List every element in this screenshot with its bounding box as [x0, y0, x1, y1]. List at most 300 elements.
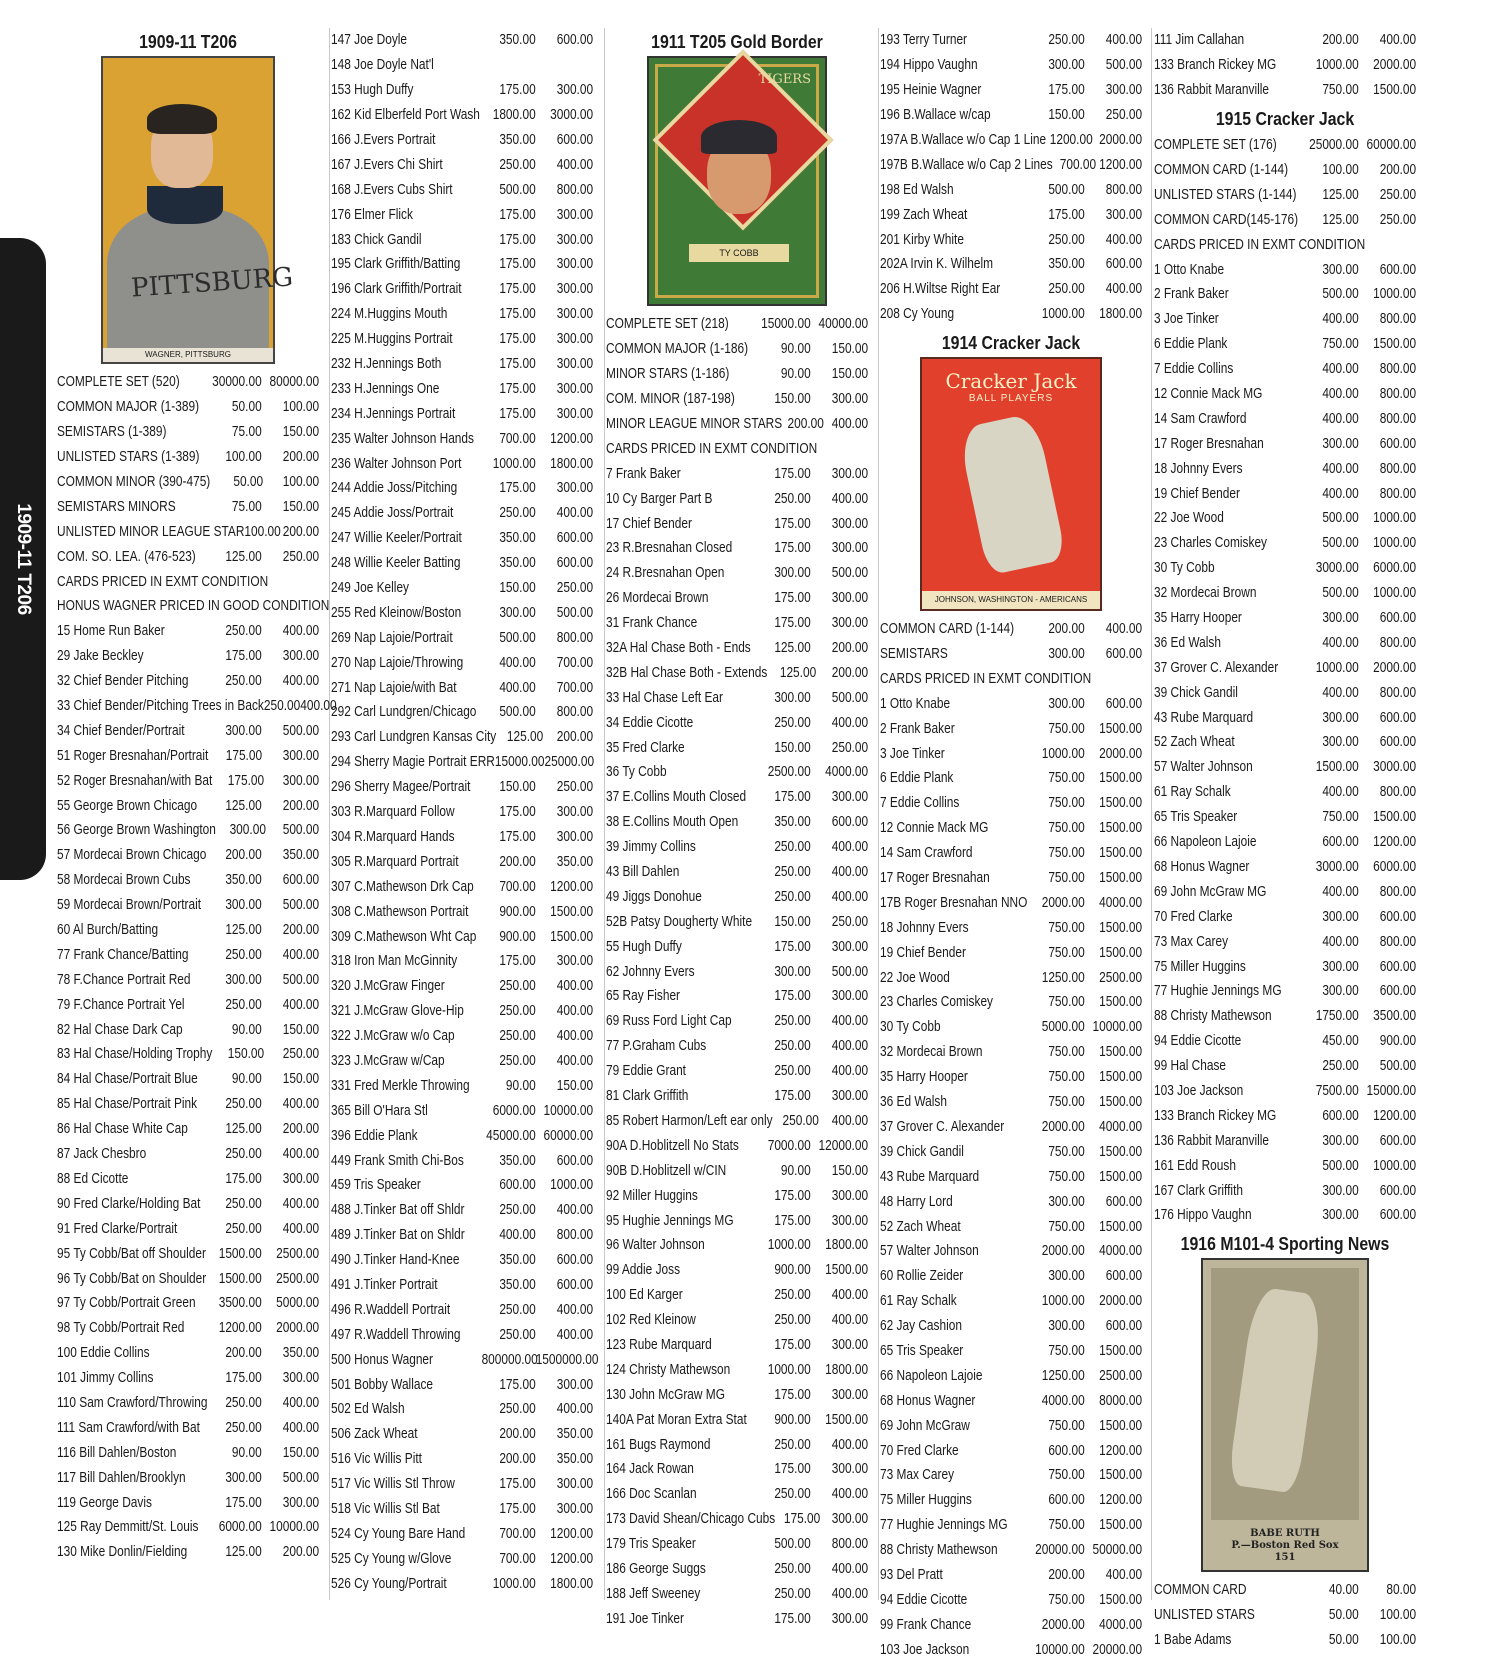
price-row — [1154, 1203, 1416, 1228]
price-high: 600.00 — [556, 530, 594, 547]
price-low: 250.00 — [499, 156, 536, 173]
price-low: 6000.00 — [218, 1519, 262, 1536]
section-title: 1911 T205 Gold Border — [651, 32, 823, 52]
price-row — [606, 362, 868, 387]
price-high: 800.00 — [831, 1536, 869, 1553]
card-name: UNLISTED MINOR LEAGUE STAR — [57, 523, 245, 540]
price-row — [1154, 1004, 1416, 1029]
price-low: 300.00 — [1322, 261, 1359, 278]
card-name: 188 Jeff Sweeney — [606, 1585, 701, 1602]
price-row — [331, 1297, 593, 1322]
price-row — [606, 1009, 868, 1034]
card-name: 136 Rabbit Maranville — [1154, 1132, 1270, 1149]
price-high: 2000.00 — [1373, 57, 1417, 74]
price-row — [606, 1333, 868, 1358]
price-low: 250.00 — [774, 490, 811, 507]
price-row — [880, 890, 1142, 915]
price-low: 175.00 — [774, 1187, 811, 1204]
price-row — [1154, 730, 1416, 755]
card-name: 103 Joe Jackson — [1154, 1082, 1244, 1099]
price-low: 50.00 — [1328, 1632, 1359, 1649]
card-name: 61 Ray Schalk — [1154, 784, 1231, 801]
price-row — [331, 1098, 593, 1123]
price-row — [880, 766, 1142, 791]
price-high: 800.00 — [556, 704, 594, 721]
price-high: 300.00 — [831, 540, 869, 557]
price-low: 400.00 — [1322, 361, 1359, 378]
card-name: 68 Honus Wagner — [1154, 858, 1250, 875]
price-low: 600.00 — [1048, 1492, 1085, 1509]
price-row — [331, 401, 593, 426]
price-low: 350.00 — [499, 530, 536, 547]
price-high: 600.00 — [1105, 1193, 1143, 1210]
card-name: 12 Connie Mack MG — [880, 820, 989, 837]
price-high: 800.00 — [1379, 784, 1417, 801]
card-name: 30 Ty Cobb — [1154, 560, 1215, 577]
card-name: MINOR STARS (1-186) — [606, 366, 730, 383]
price-high: 300.00 — [831, 1461, 869, 1478]
price-high: 300.00 — [831, 1187, 869, 1204]
card-name: 249 Joe Kelley — [331, 580, 410, 597]
price-low: 150.00 — [774, 391, 811, 408]
price-high: 300.00 — [282, 772, 320, 789]
price-high: 40000.00 — [818, 316, 869, 333]
price-row — [1154, 581, 1416, 606]
price-low: 400.00 — [1322, 883, 1359, 900]
price-row — [57, 893, 319, 918]
card-name: 524 Cy Young Bare Hand — [331, 1525, 466, 1542]
price-row — [606, 436, 868, 461]
price-row — [331, 800, 593, 825]
price-row — [57, 1490, 319, 1515]
price-low: 250.00 — [774, 839, 811, 856]
price-low: 150.00 — [774, 913, 811, 930]
card-name: 323 J.McGraw w/Cap — [331, 1052, 445, 1069]
price-high: 250.00 — [282, 548, 320, 565]
price-row — [331, 1521, 593, 1546]
price-high: 300.00 — [556, 356, 594, 373]
price-row — [331, 1273, 593, 1298]
price-row — [331, 1472, 593, 1497]
card-name: 501 Bobby Wallace — [331, 1376, 434, 1393]
price-high: 300.00 — [831, 1088, 869, 1105]
card-name: UNLISTED STARS — [1154, 1607, 1255, 1624]
card-name: COMPLETE SET (218) — [606, 316, 729, 333]
card-name: 320 J.McGraw Finger — [331, 978, 445, 995]
card-name: 194 Hippo Vaughn — [880, 57, 978, 74]
price-row — [57, 1341, 319, 1366]
price-row — [331, 78, 593, 103]
price-row — [57, 1067, 319, 1092]
card-name: 60 Al Burch/Batting — [57, 922, 159, 939]
card-name: 55 Hugh Duffy — [606, 938, 682, 955]
card-name: 91 Fred Clarke/Portrait — [57, 1220, 178, 1237]
price-high: 800.00 — [1379, 361, 1417, 378]
price-row — [57, 793, 319, 818]
card-name: 87 Jack Chesbro — [57, 1146, 147, 1163]
card-name: 305 R.Marquard Portrait — [331, 853, 459, 870]
price-row — [1154, 257, 1416, 282]
card-name: 193 Terry Turner — [880, 32, 968, 49]
johnson-card-image — [920, 357, 1102, 611]
price-row — [1154, 28, 1416, 53]
price-low: 175.00 — [499, 306, 536, 323]
price-row — [606, 660, 868, 685]
price-high: 1500.00 — [1099, 1218, 1143, 1235]
price-high: 400.00 — [282, 1146, 320, 1163]
card-name: 57 Mordecai Brown Chicago — [57, 847, 207, 864]
price-high: 800.00 — [1379, 311, 1417, 328]
card-name: 7 Eddie Collins — [880, 795, 960, 812]
price-row — [880, 53, 1142, 78]
card-name: 168 J.Evers Cubs Shirt — [331, 181, 453, 198]
price-low: 750.00 — [1048, 720, 1085, 737]
card-name: 15 Home Run Baker — [57, 623, 165, 640]
card-name: 37 E.Collins Mouth Closed — [606, 789, 747, 806]
card-name: 35 Harry Hooper — [1154, 610, 1242, 627]
price-high: 400.00 — [831, 1287, 869, 1304]
card-name: 58 Mordecai Brown Cubs — [57, 872, 191, 889]
price-high: 300.00 — [556, 1376, 594, 1393]
price-row — [880, 1538, 1142, 1563]
price-high: 1500.00 — [1373, 336, 1417, 353]
price-low: 175.00 — [499, 953, 536, 970]
card-name: 61 Ray Schalk — [880, 1293, 957, 1310]
price-high: 1200.00 — [550, 878, 594, 895]
price-row — [57, 644, 319, 669]
card-name: 26 Mordecai Brown — [606, 590, 709, 607]
price-high: 1500.00 — [825, 1411, 869, 1428]
price-low: 125.00 — [225, 548, 262, 565]
price-low: 175.00 — [499, 331, 536, 348]
price-low: 700.00 — [499, 878, 536, 895]
price-row — [880, 841, 1142, 866]
price-row — [1154, 1128, 1416, 1153]
card-name: 94 Eddie Cicotte — [880, 1591, 968, 1608]
price-row — [57, 1415, 319, 1440]
card-name: 52B Patsy Dougherty White — [606, 913, 753, 930]
price-high: 6000.00 — [1373, 560, 1417, 577]
price-row — [606, 760, 868, 785]
card-name: 37 Grover C. Alexander — [1154, 659, 1279, 676]
price-low: 750.00 — [1048, 1342, 1085, 1359]
price-row — [606, 337, 868, 362]
price-low: 750.00 — [1048, 919, 1085, 936]
card-name: 19 Chief Bender — [880, 944, 966, 961]
price-row — [606, 1258, 868, 1283]
price-high: 300.00 — [556, 82, 594, 99]
price-row — [880, 1438, 1142, 1463]
card-name: 52 Zach Wheat — [1154, 734, 1235, 751]
price-high: 400.00 — [831, 1436, 869, 1453]
price-high: 1500.00 — [1099, 944, 1143, 961]
price-low: 350.00 — [499, 1276, 536, 1293]
card-name: 82 Hal Chase Dark Cap — [57, 1021, 183, 1038]
price-high: 500.00 — [282, 822, 320, 839]
price-row — [880, 1463, 1142, 1488]
card-name: 148 Joe Doyle Nat'l — [331, 57, 434, 74]
price-row — [1154, 630, 1416, 655]
price-high: 300.00 — [556, 480, 594, 497]
price-row — [331, 227, 593, 252]
price-row — [880, 617, 1142, 642]
price-low: 250.00 — [774, 1436, 811, 1453]
price-low: 90.00 — [231, 1071, 262, 1088]
price-high: 1000.00 — [1373, 510, 1417, 527]
card-name: 173 David Shean/Chicago Cubs — [606, 1511, 776, 1528]
price-low: 750.00 — [1322, 82, 1359, 99]
card-name: 94 Eddie Cicotte — [1154, 1033, 1242, 1050]
card-name: 48 Harry Lord — [880, 1193, 953, 1210]
price-high: 1500.00 — [1099, 870, 1143, 887]
price-low: 2500.00 — [767, 764, 811, 781]
price-row — [1154, 282, 1416, 307]
price-low: 1500.00 — [218, 1245, 262, 1262]
price-high: 1800.00 — [825, 1361, 869, 1378]
card-name: 269 Nap Lajoie/Portrait — [331, 629, 453, 646]
price-row — [57, 843, 319, 868]
price-low: 250.00 — [774, 1560, 811, 1577]
price-high: 600.00 — [1379, 958, 1417, 975]
price-high: 200.00 — [1379, 162, 1417, 178]
price-high: 1800.00 — [550, 1575, 594, 1592]
price-row — [1154, 456, 1416, 481]
card-name: 123 Rube Marquard — [606, 1336, 712, 1353]
price-high: 250.00 — [556, 580, 594, 597]
price-high: 300.00 — [1105, 206, 1143, 223]
price-high: 150.00 — [831, 341, 869, 358]
price-high: 1500.00 — [550, 903, 594, 920]
card-name: 17 Roger Bresnahan — [1154, 435, 1264, 452]
price-high: 500.00 — [282, 1469, 320, 1486]
price-high: 10000.00 — [269, 1519, 320, 1536]
price-row — [1154, 954, 1416, 979]
price-high: 350.00 — [282, 1345, 320, 1362]
price-list — [1154, 1578, 1416, 1653]
card-name: 85 Robert Harmon/Left ear only — [606, 1112, 773, 1129]
column-1914-cracker-jack — [880, 28, 1142, 1662]
price-low: 200.00 — [1322, 32, 1359, 49]
card-name: 31 Frank Chance — [606, 615, 698, 632]
price-low: 400.00 — [1322, 634, 1359, 651]
price-high: 400.00 — [556, 1326, 594, 1343]
price-low: 350.00 — [225, 872, 262, 889]
price-low: 350.00 — [774, 814, 811, 831]
price-row — [1154, 1054, 1416, 1079]
price-low: 300.00 — [1322, 709, 1359, 726]
price-row — [880, 816, 1142, 841]
price-row — [606, 511, 868, 536]
price-high: 400.00 — [1105, 281, 1143, 298]
price-low: 250.00 — [774, 864, 811, 881]
price-low: 1250.00 — [1041, 969, 1085, 986]
card-name: 70 Fred Clarke — [880, 1442, 959, 1459]
price-low: 750.00 — [1048, 795, 1085, 812]
price-low: 10000.00 — [1035, 1641, 1085, 1658]
price-low: 500.00 — [1322, 585, 1359, 602]
price-high: 500.00 — [556, 604, 594, 621]
price-row — [331, 1322, 593, 1347]
price-row — [331, 103, 593, 128]
price-low: 1250.00 — [1041, 1367, 1085, 1384]
price-low: 400.00 — [1322, 311, 1359, 328]
card-team-text: TIGERS — [758, 72, 811, 87]
price-row — [331, 526, 593, 551]
card-name: 6 Eddie Plank — [880, 770, 954, 787]
card-name: 296 Sherry Magee/Portrait — [331, 779, 471, 796]
price-row — [880, 103, 1142, 128]
price-row — [880, 1065, 1142, 1090]
price-low: 300.00 — [1048, 646, 1085, 663]
price-low: 500.00 — [1048, 181, 1085, 198]
price-row — [606, 984, 868, 1009]
price-row — [1154, 357, 1416, 382]
card-name: 186 George Suggs — [606, 1560, 706, 1577]
price-high: 300.00 — [1105, 82, 1143, 99]
price-high: 150.00 — [831, 1162, 869, 1179]
price-low: 350.00 — [499, 32, 536, 49]
price-low: 400.00 — [1322, 386, 1359, 403]
price-row — [331, 949, 593, 974]
card-name: 49 Jiggs Donohue — [606, 888, 702, 905]
price-high: 60000.00 — [1366, 137, 1417, 154]
card-name: 225 M.Huggins Portrait — [331, 331, 453, 348]
card-name: 294 Sherry Magie Portrait ERR — [331, 754, 495, 771]
price-high: 400.00 — [282, 946, 320, 963]
price-row — [880, 866, 1142, 891]
card-name: 62 Jay Cashion — [880, 1318, 962, 1335]
card-name: 43 Rube Marquard — [880, 1168, 980, 1185]
price-row — [331, 600, 593, 625]
price-high: 400.00 — [831, 839, 869, 856]
price-row — [331, 700, 593, 725]
price-low: 500.00 — [774, 1536, 811, 1553]
price-row — [331, 426, 593, 451]
price-row — [880, 791, 1142, 816]
price-row — [331, 725, 593, 750]
price-high: 350.00 — [556, 1451, 594, 1468]
price-row — [331, 1447, 593, 1472]
price-high: 600.00 — [556, 32, 594, 49]
price-row — [880, 1139, 1142, 1164]
price-high: 350.00 — [282, 847, 320, 864]
price-high: 800.00 — [1379, 684, 1417, 701]
card-name: 125 Ray Demmitt/St. Louis — [57, 1519, 199, 1536]
price-high: 6000.00 — [1373, 858, 1417, 875]
price-high: 1200.00 — [1373, 834, 1417, 851]
price-row — [331, 202, 593, 227]
price-low: 2000.00 — [1041, 894, 1085, 911]
price-row — [880, 1513, 1142, 1538]
card-name: 506 Zack Wheat — [331, 1426, 418, 1443]
price-low: 1000.00 — [1041, 1293, 1085, 1310]
column-divider — [878, 28, 879, 1600]
card-name: 52 Zach Wheat — [880, 1218, 961, 1235]
card-name: 75 Miller Huggins — [880, 1492, 972, 1509]
card-name: 309 C.Mathewson Wht Cap — [331, 928, 477, 945]
price-low: 300.00 — [1322, 1132, 1359, 1149]
price-high: 300.00 — [556, 281, 594, 298]
price-row — [331, 1123, 593, 1148]
price-low: 175.00 — [774, 1386, 811, 1403]
card-name: 331 Fred Merkle Throwing — [331, 1077, 470, 1094]
price-low: 750.00 — [1048, 1218, 1085, 1235]
price-low: 300.00 — [1048, 1318, 1085, 1335]
price-row — [880, 1563, 1142, 1588]
price-row — [880, 1587, 1142, 1612]
card-name: 365 Bill O'Hara Stl — [331, 1102, 428, 1119]
card-name: 526 Cy Young/Portrait — [331, 1575, 447, 1592]
price-row — [57, 1017, 319, 1042]
price-high: 400.00 — [831, 1013, 869, 1030]
price-high: 1500.00 — [1373, 809, 1417, 826]
price-row — [606, 1308, 868, 1333]
card-name: 271 Nap Lajoie/with Bat — [331, 679, 457, 696]
price-row — [606, 636, 868, 661]
price-high: 300.00 — [831, 590, 869, 607]
price-low: 125.00 — [1322, 211, 1359, 228]
price-row — [57, 470, 319, 495]
price-low: 750.00 — [1048, 1168, 1085, 1185]
price-low: 400.00 — [499, 679, 536, 696]
price-low: 50.00 — [233, 474, 264, 490]
price-low: 750.00 — [1048, 1143, 1085, 1160]
price-high: 250.00 — [1105, 107, 1143, 124]
price-low: 150.00 — [774, 739, 811, 756]
price-high: 300.00 — [282, 1170, 320, 1187]
price-low: 250.00 — [225, 1419, 262, 1436]
price-low: 75.00 — [231, 424, 262, 441]
card-name: 183 Chick Gandil — [331, 231, 422, 248]
price-row — [57, 918, 319, 943]
price-high: 300.00 — [831, 615, 869, 632]
card-name: 196 B.Wallace w/cap — [880, 107, 991, 124]
card-name: 39 Chick Gandil — [1154, 684, 1238, 701]
card-name: 176 Hippo Vaughn — [1154, 1207, 1252, 1224]
price-high: 1200.00 — [550, 1525, 594, 1542]
price-high: 1500.00 — [1099, 770, 1143, 787]
card-name: 81 Clark Griffith — [606, 1088, 689, 1105]
card-jersey-text: PITTSBURG — [130, 262, 294, 304]
price-row — [880, 1388, 1142, 1413]
price-high: 400.00 — [1379, 32, 1417, 49]
card-name: 32 Mordecai Brown — [1154, 585, 1257, 602]
card-name: 199 Zach Wheat — [880, 206, 968, 223]
price-row — [880, 277, 1142, 302]
price-high: 400.00 — [556, 1052, 594, 1069]
price-row — [331, 874, 593, 899]
card-name: 79 F.Chance Portrait Yel — [57, 996, 185, 1013]
card-name: 56 George Brown Washington — [57, 822, 216, 839]
price-low: 250.00 — [774, 1038, 811, 1055]
card-name: 90B D.Hoblitzell w/CIN — [606, 1162, 727, 1179]
price-row — [880, 152, 1142, 177]
card-name: 197B B.Wallace w/o Cap 2 Lines — [880, 156, 1053, 173]
price-row — [1154, 830, 1416, 855]
price-low: 125.00 — [506, 729, 544, 746]
card-name: 77 Frank Chance/Batting — [57, 946, 189, 963]
price-low: 175.00 — [499, 480, 536, 497]
price-row — [1154, 979, 1416, 1004]
price-low: 350.00 — [499, 132, 536, 148]
price-low: 250.00 — [1048, 231, 1085, 248]
price-row — [880, 252, 1142, 277]
card-name: CARDS PRICED IN EXMT CONDITION — [1154, 236, 1366, 253]
card-name: 99 Hal Chase — [1154, 1058, 1227, 1075]
price-low: 350.00 — [499, 1252, 536, 1269]
price-low: 250.00 — [1048, 281, 1085, 298]
price-row — [331, 825, 593, 850]
